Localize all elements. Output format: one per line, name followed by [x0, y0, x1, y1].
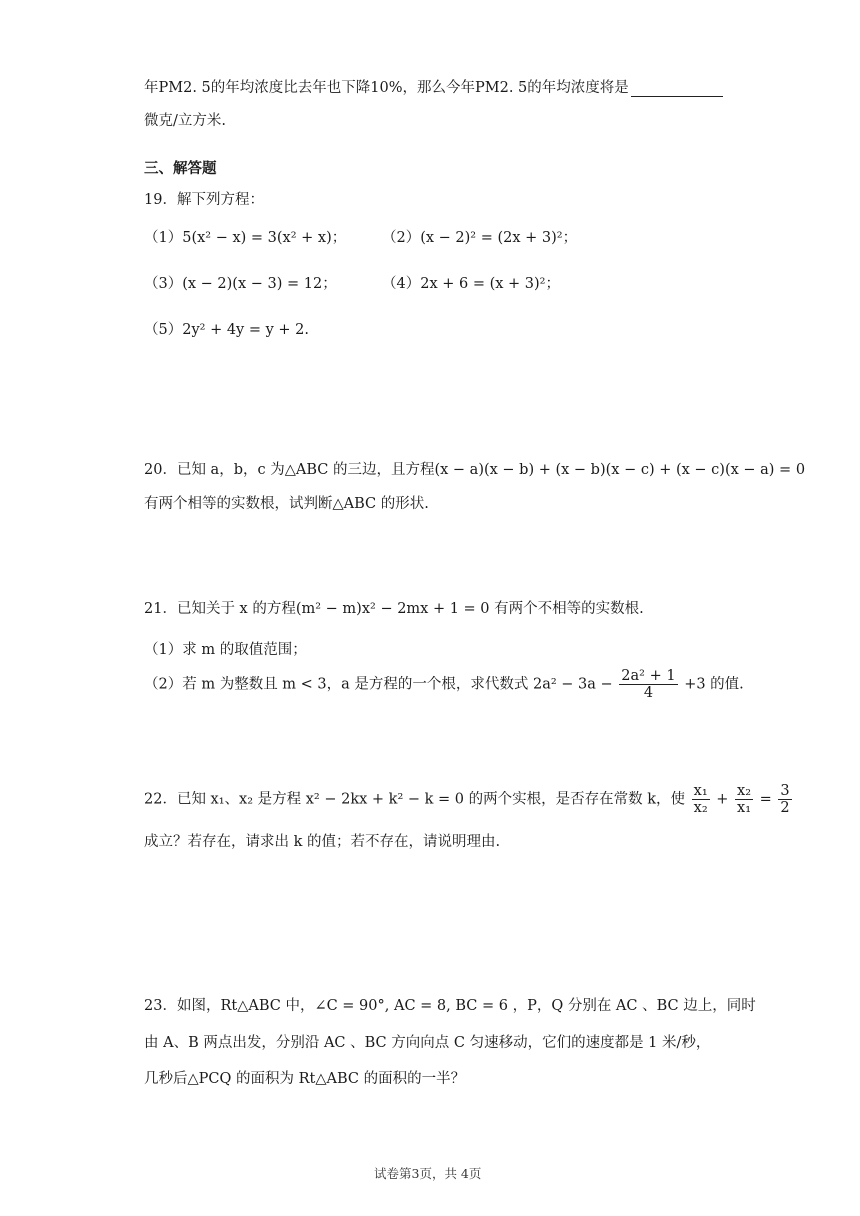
page-footer: 试卷第3页，共 4页	[374, 1166, 482, 1181]
q21-part-2-text: （2）若 m 为整数且 m < 3，a 是方程的一个根，求代数式 2a² − 3a −	[144, 676, 613, 693]
q22-line-1	[144, 783, 794, 816]
top-line-2: 微克/立方米.	[144, 113, 226, 129]
q22-equals: =	[759, 791, 772, 808]
q19-stem: 19．解下列方程：	[144, 192, 264, 208]
q22-fraction-2-denominator: x₁	[737, 800, 752, 816]
q21-part-1: （1）求 m 的取值范围；	[144, 642, 307, 658]
q22-fraction-3-numerator: 3	[780, 783, 790, 799]
q19-part-2: （2）(x − 2)² = (2x + 3)²；	[382, 230, 578, 246]
section-title: 三、解答题	[144, 160, 217, 177]
q22-line-2: 成立？若存在，请求出 k 的值；若不存在，请说明理由.	[144, 834, 501, 850]
q23-line-3: 几秒后△PCQ 的面积为 Rt△ABC 的面积的一半？	[144, 1071, 466, 1087]
q22-line-1-text: 22．已知 x₁、x₂ 是方程 x² − 2kx + k² − k = 0 的两个实根，是否存在常数 k，使	[144, 791, 686, 808]
q22-plus: +	[716, 791, 729, 808]
q22-fraction-3-denominator: 2	[780, 800, 790, 816]
q21-part-2	[144, 668, 744, 701]
q21-fraction	[619, 668, 677, 701]
answer-blank	[631, 81, 723, 97]
top-line-1	[144, 76, 723, 97]
q22-fraction-1-numerator: x₁	[693, 783, 708, 799]
q22-fraction-2	[735, 783, 753, 816]
q19-part-5: （5）2y² + 4y = y + 2.	[144, 322, 310, 338]
q20-line-1: 20．已知 a，b，c 为△ABC 的三边，且方程(x − a)(x − b) + (x − b)(x − c) + (x − c)(x − a) = 0	[144, 462, 806, 478]
top-line-1-text: 年PM2. 5的年均浓度比去年也下降10%，那么今年PM2. 5的年均浓度将是	[144, 80, 629, 96]
q21-part-2-tail: +3 的值.	[684, 676, 744, 693]
q19-part-1: （1）5(x² − x) = 3(x² + x)；	[144, 230, 347, 246]
q21-stem: 21．已知关于 x 的方程(m² − m)x² − 2mx + 1 = 0 有两个不相等的实数根.	[144, 601, 644, 617]
q22-fraction-1-denominator: x₂	[693, 800, 708, 816]
q19-part-3: （3）(x − 2)(x − 3) = 12；	[144, 276, 337, 292]
q22-fraction-3	[778, 783, 791, 816]
q20-line-2: 有两个相等的实数根，试判断△ABC 的形状.	[144, 496, 429, 512]
q23-line-1: 23．如图，Rt△ABC 中，∠C = 90°, AC = 8, BC = 6 ，P，Q 分别在 AC 、BC 边上，同时	[144, 998, 756, 1014]
q22-fraction-2-numerator: x₂	[737, 783, 752, 799]
q22-fraction-1	[692, 783, 710, 816]
q19-part-4: （4）2x + 6 = (x + 3)²；	[382, 276, 560, 292]
q21-fraction-denominator: 4	[643, 685, 654, 701]
q21-fraction-numerator: 2a² + 1	[621, 668, 676, 684]
q23-line-2: 由 A、B 两点出发，分别沿 AC 、BC 方向向点 C 匀速移动，它们的速度都是 1 米/秒，	[144, 1035, 711, 1051]
